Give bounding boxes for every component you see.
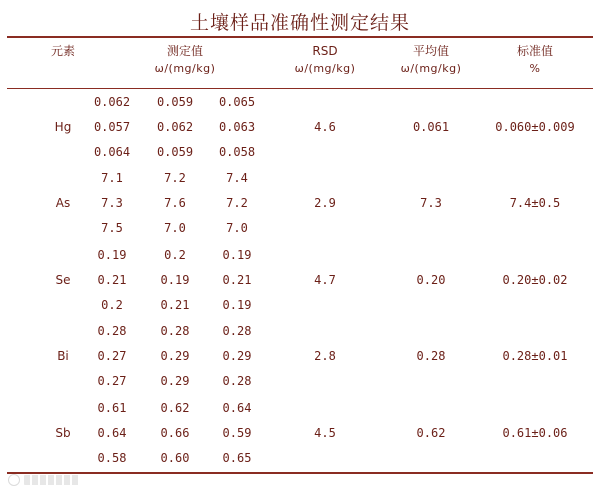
- measured-value: 7.1: [101, 171, 123, 185]
- measured-value: 0.2: [164, 248, 186, 262]
- measured-value: 0.61: [97, 401, 127, 415]
- element-name: Hg: [54, 120, 72, 134]
- measured-value: 0.062: [156, 120, 194, 134]
- measured-value: 0.065: [218, 95, 256, 109]
- measured-value: 7.2: [226, 196, 248, 210]
- measured-value: 0.057: [93, 120, 131, 134]
- measured-value: 0.2: [101, 298, 123, 312]
- header-measured-unit: ω/(mg/kg): [154, 62, 216, 75]
- measured-value: 0.063: [218, 120, 256, 134]
- measured-value: 0.62: [160, 401, 190, 415]
- header-standard: [490, 42, 580, 78]
- header-rsd: [275, 42, 375, 78]
- measured-value: 7.0: [164, 221, 186, 235]
- rsd-value: 4.7: [314, 273, 336, 287]
- table-title: 土壤样品准确性测定结果: [189, 12, 410, 34]
- measured-value: 0.64: [222, 401, 252, 415]
- measured-value: 7.4: [226, 171, 248, 185]
- measured-value: 0.19: [97, 248, 127, 262]
- measured-value: 7.6: [164, 196, 186, 210]
- watermark: [8, 472, 80, 488]
- header-standard-label: 标准值: [516, 44, 553, 58]
- measured-value: 0.21: [222, 273, 252, 287]
- measured-value: 0.059: [156, 145, 194, 159]
- average-value: 7.3: [420, 196, 442, 210]
- measured-value: 0.28: [222, 374, 252, 388]
- header-standard-unit: %: [529, 62, 541, 75]
- header-rsd-label: RSD: [312, 44, 338, 58]
- measured-value: 7.3: [101, 196, 123, 210]
- measured-value: 0.062: [93, 95, 131, 109]
- measured-value: 0.21: [97, 273, 127, 287]
- element-name: Se: [55, 273, 71, 287]
- element-name: Sb: [55, 426, 71, 440]
- average-value: 0.28: [416, 349, 446, 363]
- header-element-label: 元素: [50, 44, 75, 58]
- header-element: [38, 42, 88, 60]
- measured-value: 0.29: [160, 374, 190, 388]
- measured-value: 0.58: [97, 451, 127, 465]
- measured-value: 0.28: [97, 324, 127, 338]
- header-average-unit: ω/(mg/kg): [400, 62, 462, 75]
- average-value: 0.061: [412, 120, 450, 134]
- standard-value: 0.28±0.01: [502, 349, 568, 363]
- header-rsd-unit: ω/(mg/kg): [294, 62, 356, 75]
- average-value: 0.20: [416, 273, 446, 287]
- measured-value: 0.65: [222, 451, 252, 465]
- watermark-logo-icon: [8, 474, 20, 486]
- rsd-value: 4.6: [314, 120, 336, 134]
- measured-value: 0.19: [222, 298, 252, 312]
- standard-value: 0.61±0.06: [502, 426, 568, 440]
- element-name: As: [55, 196, 71, 210]
- measured-value: 0.21: [160, 298, 190, 312]
- rsd-value: 2.8: [314, 349, 336, 363]
- header-average-label: 平均值: [412, 44, 449, 58]
- watermark-text: [24, 475, 80, 485]
- measured-value: 7.5: [101, 221, 123, 235]
- measured-value: 0.059: [156, 95, 194, 109]
- measured-value: 0.59: [222, 426, 252, 440]
- measured-value: 0.29: [160, 349, 190, 363]
- header-measured-label: 测定值: [166, 44, 203, 58]
- measured-value: 0.28: [160, 324, 190, 338]
- header-rule: [7, 88, 593, 89]
- bottom-rule: [7, 472, 593, 474]
- measured-value: 7.0: [226, 221, 248, 235]
- measured-value: 7.2: [164, 171, 186, 185]
- header-average: [381, 42, 481, 78]
- average-value: 0.62: [416, 426, 446, 440]
- measured-value: 0.28: [222, 324, 252, 338]
- standard-value: 7.4±0.5: [509, 196, 561, 210]
- header-measured: [125, 42, 245, 78]
- measured-value: 0.064: [93, 145, 131, 159]
- measured-value: 0.19: [222, 248, 252, 262]
- standard-value: 0.20±0.02: [502, 273, 568, 287]
- rsd-value: 4.5: [314, 426, 336, 440]
- standard-value: 0.060±0.009: [495, 120, 575, 134]
- element-name: Bi: [57, 349, 69, 363]
- measured-value: 0.60: [160, 451, 190, 465]
- measured-value: 0.64: [97, 426, 127, 440]
- measured-value: 0.19: [160, 273, 190, 287]
- measured-value: 0.29: [222, 349, 252, 363]
- rsd-value: 2.9: [314, 196, 336, 210]
- top-rule: [7, 36, 593, 38]
- measured-value: 0.66: [160, 426, 190, 440]
- measured-value: 0.27: [97, 349, 127, 363]
- measured-value: 0.27: [97, 374, 127, 388]
- measured-value: 0.058: [218, 145, 256, 159]
